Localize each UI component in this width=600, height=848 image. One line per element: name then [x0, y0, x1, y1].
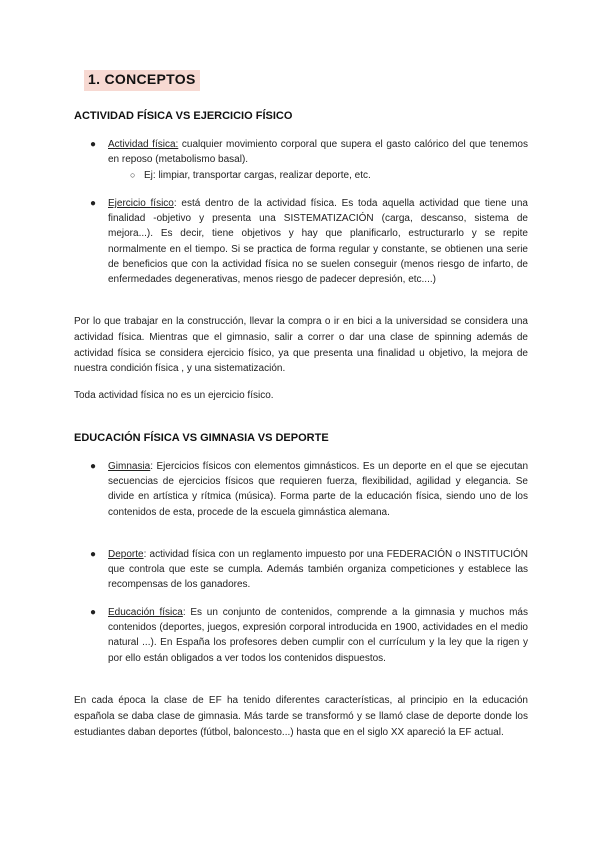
- bullet-dot-icon: ●: [90, 198, 97, 209]
- bullet-dot-icon: ●: [90, 607, 97, 618]
- definition-deporte: : actividad física con un reglamento impuesto por una FEDERACIÓN o INSTITUCIÓN que controla que este se cumpla. Además también organiza competiciones y establece las recompensas de los ganadores.: [108, 549, 528, 591]
- bullet-dot-icon: ●: [90, 461, 97, 472]
- bullet-educacion-fisica: [90, 605, 528, 666]
- bullet-deporte: [90, 547, 528, 593]
- term-ejercicio-fisico: Ejercicio físico: [108, 198, 174, 209]
- term-gimnasia: Gimnasia: [108, 461, 151, 472]
- bullet-dot-icon: ●: [90, 549, 97, 560]
- sub-bullet-ejemplo: [130, 168, 371, 183]
- bullet-dot-icon: ●: [90, 139, 97, 150]
- bullet-gimnasia: [90, 459, 528, 520]
- definition-gimnasia: : Ejercicios físicos con elementos gimnásticos. Es un deporte en el que se ejecutan secuencias de ejercicios físicos que requieren fuerza, flexibilidad, agilidad y elegancia. Se divide en artística y rítmica (música). Forma parte de la educación física, siendo uno de los contenidos de esta, procede de la escuela gimnástica alemana.: [108, 461, 528, 518]
- page-title: 1. CONCEPTOS: [88, 71, 196, 87]
- paragraph-conclusion: Toda actividad física no es un ejercicio físico.: [74, 390, 274, 401]
- term-educacion-fisica: Educación física: [108, 607, 183, 618]
- section-heading-educacion: EDUCACIÓN FÍSICA VS GIMNASIA VS DEPORTE: [74, 432, 329, 444]
- section-heading-actividad: ACTIVIDAD FÍSICA VS EJERCICIO FÍSICO: [74, 110, 293, 122]
- term-actividad-fisica: Actividad física:: [108, 139, 179, 150]
- sub-bullet-circle-icon: ○: [130, 170, 136, 180]
- bullet-actividad-fisica: [90, 137, 528, 167]
- definition-educacion-fisica: : Es un conjunto de contenidos, comprende a la gimnasia y muchos más contenidos (deportes, juegos, expresión corporal introducida en 1900, actividades en el medio natural ...). En España los profesores deben cumplir con el currículum y la ley que la rigen y por ello están obligados a ver todos los contenidos dispuestos.: [108, 607, 528, 664]
- bullet-ejercicio-fisico: [90, 196, 528, 287]
- paragraph-historia-ef: En cada época la clase de EF ha tenido diferentes características, al principio en la educación española se daba clase de gimnasia. Más tarde se transformó y se llamó clase de deporte donde los estudiantes daban deportes (fútbol, baloncesto...) hasta que en el siglo XX apareció la EF actual.: [74, 695, 528, 738]
- sub-bullet-text: Ej: limpiar, transportar cargas, realizar deporte, etc.: [144, 170, 371, 181]
- definition-ejercicio-fisico: : está dentro de la actividad física. Es toda aquella actividad que tiene una finalidad -objetivo y presenta una SISTEMATIZACIÓN (carga, descanso, sistema de mejora...). Es decir, tiene objetivos y hay que planificarlo, estructurarlo y se repite normalmente en el tiempo. Si se practica de forma regular y constante, se obtienen una serie de beneficios que con la actividad física no se suelen conseguir (menos riesgo de infarto, de enfermedades degenerativas, menos riesgo de padecer depresión, etc....): [108, 198, 528, 286]
- title-highlight: [84, 70, 200, 91]
- definition-actividad-fisica: cualquier movimiento corporal que supera el gasto calórico del que tenemos en reposo (metabolismo basal).: [108, 139, 528, 166]
- term-deporte: Deporte: [108, 549, 144, 560]
- paragraph-comparacion: Por lo que trabajar en la construcción, llevar la compra o ir en bici a la universidad se considera una actividad física. Mientras que el gimnasio, salir a correr o dar una clase de spinning además de actividad física se considera ejercicio físico, ya que presenta una finalidad u objetivo, la mejora de nuestra condición física , y una sistematización.: [74, 316, 528, 375]
